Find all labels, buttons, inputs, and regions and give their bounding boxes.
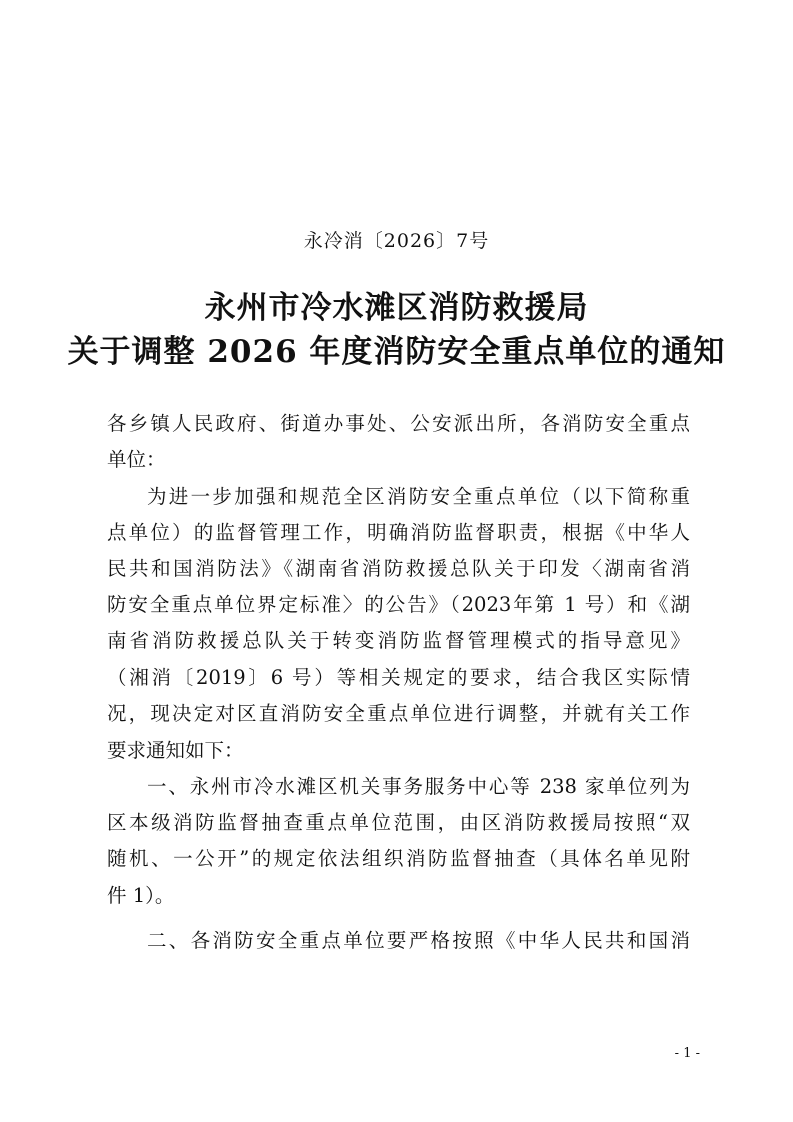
body-line: 况，现决定对区直消防安全重点单位进行调整，并就有关工作 xyxy=(107,702,690,725)
document-number: 永冷消〔2026〕7号 xyxy=(303,230,490,252)
body-line: 件 1）。 xyxy=(107,884,175,907)
document-title-line-2: 关于调整 2026 年度消防安全重点单位的通知 xyxy=(67,334,726,370)
body-line: 随机、一公开”的规定依法组织消防监督抽查（具体名单见附 xyxy=(107,847,690,870)
body-line: （湘消〔2019〕6 号）等相关规定的要求，结合我区实际情 xyxy=(107,666,690,689)
body-line: 单位： xyxy=(107,448,166,471)
body-line: 防安全重点单位界定标准〉的公告》（2023年第 1 号）和《湖 xyxy=(107,593,690,616)
body-line: 点单位）的监督管理工作，明确消防监督职责，根据《中华人 xyxy=(107,521,690,544)
body-line: 民共和国消防法》《湖南省消防救援总队关于印发〈湖南省消 xyxy=(107,557,690,580)
body-line: 各乡镇人民政府、街道办事处、公安派出所，各消防安全重点 xyxy=(107,412,690,435)
body-line: 南省消防救援总队关于转变消防监督管理模式的指导意见》 xyxy=(107,629,690,652)
body-line: 区本级消防监督抽查重点单位范围，由区消防救援局按照“双 xyxy=(107,811,690,834)
body-line: 要求通知如下： xyxy=(107,739,244,762)
document-title-line-1: 永州市冷水滩区消防救援局 xyxy=(204,290,589,326)
body-line: 二、各消防安全重点单位要严格按照《中华人民共和国消 xyxy=(147,929,690,952)
body-line: 一、永州市冷水滩区机关事务服务中心等 238 家单位列为 xyxy=(147,775,690,798)
body-line: 为进一步加强和规范全区消防安全重点单位（以下简称重 xyxy=(147,485,690,508)
page-number: - 1 - xyxy=(674,1046,700,1061)
